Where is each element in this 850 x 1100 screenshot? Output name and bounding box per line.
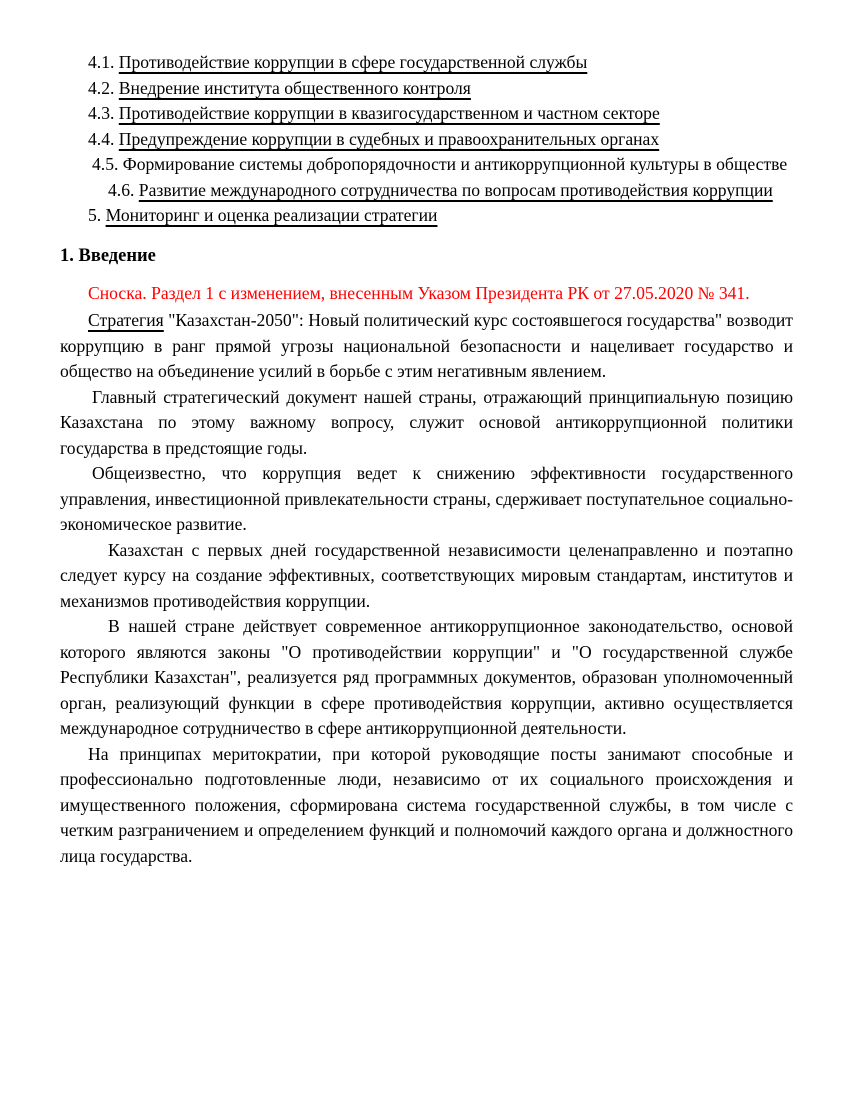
toc-link-4-6[interactable]: Развитие международного сотрудничества по вопросам противодействия коррупции	[138, 179, 773, 200]
toc-item-4-1	[60, 50, 793, 76]
toc-item-5	[60, 203, 793, 229]
toc-item-4-6	[60, 178, 793, 204]
toc-number: 4.1.	[88, 52, 115, 72]
paragraph-5: В нашей стране действует современное антикоррупционное законодательство, основой которого являются законы "О противодействии коррупции" и "О государственной службе Республики Казахстан", реализуется ряд программных документов, образован уполномоченный орган, реализующий функции в сфере противодействия коррупции, активно осуществляется международное сотрудничество в сфере антикоррупционной деятельности.	[60, 616, 793, 738]
strategy-link[interactable]: Стратегия	[88, 310, 164, 330]
paragraph-3: Общеизвестно, что коррупция ведет к снижению эффективности государственного управления, инвестиционной привлекательности страны, сдерживает поступательное социально-экономическое развитие.	[60, 463, 793, 534]
toc-number: 5.	[88, 205, 102, 225]
toc-number: 4.4.	[88, 128, 115, 149]
paragraph-6: На принципах меритократии, при которой руководящие посты занимают способные и профессионально подготовленные люди, независимо от их социального происхождения и имущественного положения, сформирована система государственной службы, в том числе с четким разграничением и определением функций и полномочий каждого органа и должностного лица государства.	[60, 743, 793, 866]
toc-text-4-5: Формирование системы добропорядочности и антикоррупционной культуры в обществе	[122, 154, 788, 174]
toc-link-4-1[interactable]: Противодействие коррупции в сфере государственной службы	[118, 52, 588, 72]
paragraph-1-text: "Казахстан-2050": Новый политический курс состоявшегося государства" возводит коррупцию в ранг прямой угрозы национальной безопасности и нацеливает государство и общество на объединение усилий в борьбе с этим негативным явлением.	[60, 310, 793, 381]
section-footnote: Сноска. Раздел 1 с изменением, внесенным Указом Президента РК от 27.05.2020 № 341.	[88, 282, 750, 303]
toc-number: 4.6.	[108, 179, 135, 200]
toc-item-4-5	[60, 152, 793, 178]
document-page	[60, 50, 793, 869]
paragraph-1	[60, 308, 793, 385]
table-of-contents	[60, 50, 793, 229]
toc-item-4-2	[60, 76, 793, 102]
toc-item-4-4	[60, 127, 793, 153]
toc-link-4-3[interactable]: Противодействие коррупции в квазигосударственном и частном секторе	[118, 103, 660, 123]
toc-number: 4.5.	[92, 154, 119, 174]
toc-link-4-2[interactable]: Внедрение института общественного контроля	[118, 77, 471, 98]
section-title: 1. Введение	[60, 245, 156, 266]
toc-number: 4.2.	[88, 77, 115, 98]
toc-link-4-4[interactable]: Предупреждение коррупции в судебных и правоохранительных органах	[118, 128, 660, 149]
paragraph-2: Главный стратегический документ нашей страны, отражающий принципиальную позицию Казахстана по этому важному вопросу, служит основой антикоррупционной политики государства в предстоящие годы.	[60, 386, 793, 458]
toc-item-4-3	[60, 101, 793, 127]
toc-number: 4.3.	[88, 103, 115, 123]
paragraph-4: Казахстан с первых дней государственной независимости целенаправленно и поэтапно следует курсу на создание эффективных, соответствующих мировым стандартам, институтов и механизмов противодействия коррупции.	[60, 539, 793, 611]
toc-link-5[interactable]: Мониторинг и оценка реализации стратегии	[105, 205, 438, 225]
